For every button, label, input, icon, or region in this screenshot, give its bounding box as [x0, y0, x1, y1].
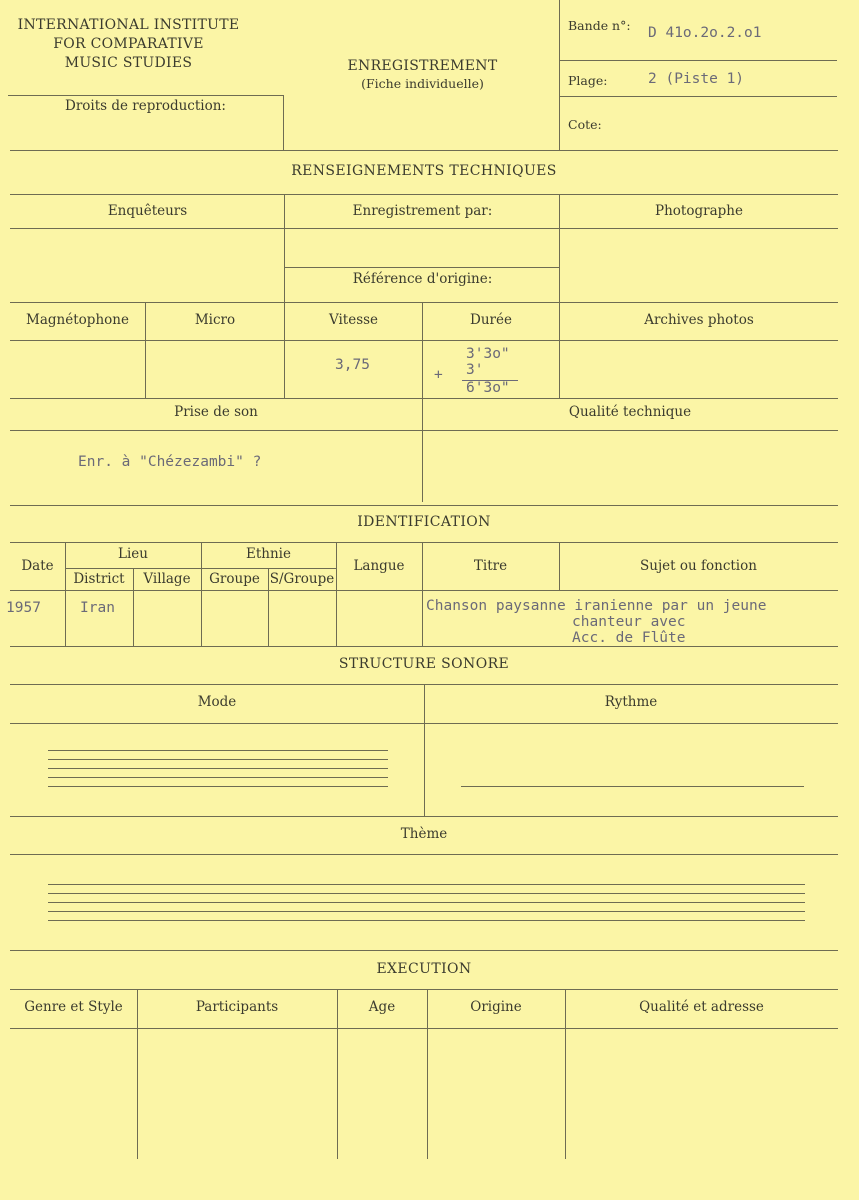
rhythm-line — [461, 786, 804, 787]
duree-plus-sign: + — [434, 367, 443, 383]
age-label: Age — [368, 999, 396, 1015]
section-rule — [10, 194, 838, 195]
column-divider — [137, 989, 138, 1159]
staff-line — [48, 884, 805, 885]
column-divider — [336, 542, 337, 646]
row-rule — [10, 1028, 838, 1029]
theme-label: Thème — [400, 826, 448, 842]
vitesse-label: Vitesse — [328, 312, 379, 328]
ethnie-label: Ethnie — [246, 546, 291, 562]
row-rule — [10, 590, 838, 591]
staff-line — [48, 777, 388, 778]
duree-total: 6'3o" — [466, 380, 510, 396]
vitesse-value: 3,75 — [335, 357, 370, 373]
date-value: 1957 — [6, 600, 41, 616]
staff-line — [48, 902, 805, 903]
genre-label: Genre et Style — [24, 999, 123, 1015]
titre-label: Titre — [473, 558, 508, 574]
titre-value-line3: Acc. de Flûte — [572, 630, 686, 646]
form-title: ENREGISTREMENT — [347, 58, 498, 74]
district-label: District — [73, 571, 125, 587]
staff-line — [48, 911, 805, 912]
reference-label: Référence d'origine: — [352, 271, 493, 287]
district-value: Iran — [80, 600, 115, 616]
identification-section-title: IDENTIFICATION — [357, 514, 491, 530]
prise-value: Enr. à "Chézezambi" ? — [78, 454, 262, 470]
duree-label: Durée — [470, 312, 512, 328]
column-divider — [145, 302, 146, 398]
column-divider — [422, 302, 423, 502]
date-label: Date — [21, 558, 54, 574]
column-divider — [422, 542, 423, 646]
archives-label: Archives photos — [644, 312, 754, 328]
plage-row-line — [559, 96, 837, 97]
qualite-technique-label: Qualité technique — [568, 404, 692, 420]
section-rule — [10, 950, 838, 951]
staff-line — [48, 750, 388, 751]
rights-label: Droits de reproduction: — [65, 98, 226, 114]
bande-value: D 41o.2o.2.o1 — [648, 25, 762, 41]
plage-label: Plage: — [568, 73, 608, 88]
langue-label: Langue — [353, 558, 405, 574]
cote-label: Cote: — [568, 117, 602, 132]
column-divider — [424, 684, 425, 816]
section-rule — [10, 542, 838, 543]
row-rule — [10, 723, 838, 724]
header-right-border — [559, 0, 560, 150]
rights-box-border — [283, 95, 284, 150]
row-rule — [10, 302, 838, 303]
lieu-label: Lieu — [118, 546, 148, 562]
enqueteurs-label: Enquêteurs — [107, 203, 188, 219]
staff-line — [48, 759, 388, 760]
technique-section-title: RENSEIGNEMENTS TECHNIQUES — [291, 163, 557, 179]
sgroupe-label: S/Groupe — [269, 571, 335, 587]
staff-line — [48, 920, 805, 921]
row-rule — [10, 430, 838, 431]
form-subtitle: (Fiche individuelle) — [361, 76, 484, 91]
section-rule — [10, 150, 838, 151]
row-rule — [10, 816, 838, 817]
row-rule — [65, 568, 336, 569]
bande-row-line — [559, 60, 837, 61]
structure-section-title: STRUCTURE SONORE — [338, 656, 510, 672]
mode-label: Mode — [197, 694, 237, 710]
enregistrement-label: Enregistrement par: — [352, 203, 493, 219]
institute-name-line2: FOR COMPARATIVE — [53, 36, 204, 52]
duree-value-1: 3'3o" — [466, 346, 510, 362]
magnetophone-label: Magnétophone — [26, 312, 129, 328]
micro-label: Micro — [194, 312, 236, 328]
bande-label: Bande n°: — [568, 18, 631, 33]
row-rule — [10, 398, 838, 399]
staff-line — [48, 893, 805, 894]
column-divider — [337, 989, 338, 1159]
section-rule — [10, 989, 838, 990]
adresse-label: Qualité et adresse — [639, 999, 764, 1015]
village-label: Village — [143, 571, 191, 587]
row-rule — [10, 340, 838, 341]
groupe-label: Groupe — [209, 571, 260, 587]
staff-line — [48, 786, 388, 787]
titre-value-line1: Chanson paysanne iranienne par un jeune — [426, 598, 767, 614]
section-rule — [10, 646, 838, 647]
institute-name-line3: MUSIC STUDIES — [64, 55, 193, 71]
row-rule — [10, 228, 838, 229]
row-rule — [10, 854, 838, 855]
sujet-label: Sujet ou fonction — [640, 558, 757, 574]
titre-value-line2: chanteur avec — [572, 614, 686, 630]
origine-label: Origine — [470, 999, 522, 1015]
staff-line — [48, 768, 388, 769]
duree-value-2: 3' — [466, 362, 484, 378]
column-divider — [559, 302, 560, 398]
column-divider — [284, 302, 285, 398]
photographe-label: Photographe — [655, 203, 743, 219]
plage-value: 2 (Piste 1) — [648, 71, 745, 87]
prise-label: Prise de son — [174, 404, 258, 420]
column-divider — [565, 989, 566, 1159]
header-divider — [8, 95, 283, 96]
row-rule — [285, 267, 559, 268]
rythme-label: Rythme — [604, 694, 658, 710]
column-divider — [427, 989, 428, 1159]
execution-section-title: EXECUTION — [376, 961, 472, 977]
section-rule — [10, 505, 838, 506]
institute-name-line1: INTERNATIONAL INSTITUTE — [17, 17, 240, 33]
participants-label: Participants — [195, 999, 279, 1015]
